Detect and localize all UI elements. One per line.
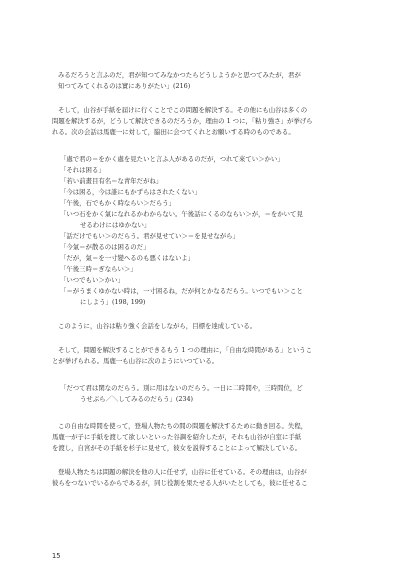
page-number: 15 — [52, 552, 61, 560]
text-line: 知つてみてくれるのは實にありがたい」(216) — [58, 82, 191, 90]
quote-line: 「いつ石をかく氣になれるかわからない。午後話にくるのならい＞が，＝をかいて見 — [60, 210, 303, 218]
quote-line: 「午後三時＝ぎならい＞」 — [60, 265, 137, 273]
text-line: みるだろうと言ふのだ，君が知つてみなかつたらどうしようかと思つてみたが，君が — [58, 71, 301, 79]
text-line: このように，山谷は粘り強く会話をしながら，目標を達成している。 — [58, 322, 257, 330]
quote-line: 「だが，氣＝を一寸變へるのも悪くはないよ」 — [60, 254, 195, 262]
quote-line: 「いつでもい＞かい」 — [60, 276, 124, 284]
quote-line: 「それは困る」 — [60, 166, 105, 174]
quote-line: せるわけにはゆかない」 — [80, 221, 151, 229]
quote-line: 「今は困る，今は誰にもかずらはされたくない」 — [60, 188, 201, 196]
quote-line: うせぶら／＼してみるのだらう」(234) — [80, 395, 194, 403]
quote-line: 「若い前畫目有名＝な青年だがね」 — [60, 177, 163, 185]
quote-line: 「處で君の＝をかく處を見たいと言ふ人があるのだが，つれて來てい＞かい」 — [60, 155, 284, 163]
text-line: を渡し，自宮がその手紙を杉子に見せて，彼女を説得することによって解決している。 — [52, 444, 302, 452]
quote-line: 「話だけでもい＞のだらう。君が見せてい＞＝を見せながら」 — [60, 232, 239, 240]
text-line: 彼らをつないでいるからであるが，同じ役割を果たせる人がいたとしても，彼に任せるこ — [52, 479, 308, 487]
quote-line: 「だつて君は閑なのだらう。別に用はないのだらう。一日に二時間や，三時間位，ど — [60, 384, 303, 392]
quote-line: 「今氣＝が散るのは困るのだ」 — [60, 243, 150, 251]
text-line: 馬鹿一が子に手紙を渡して欲しいといった谷調を紹介したが，それも山谷が自室に手紙 — [52, 433, 302, 441]
text-line: 問題を解決するが，どうして解決できるのだろうか，理由の 1 つに，「粘り強さ」が挙げら — [52, 117, 313, 125]
text-line: そして，山谷が手紙を届けに行くことでこの問題を解決する。その他にも山谷は多くの — [58, 106, 308, 114]
quote-line: 「午後，石でもかく時ならい＞だらう」 — [60, 199, 176, 207]
text-line: そして，問題を解決することができるもう 1 つの理由に，「自由な時間がある」というこ — [58, 346, 313, 354]
quote-line: 「＝がうまくゆかない時は，一寸困るね，だが何とかなるだらう。いつでもい＞こと — [60, 287, 303, 295]
text-line: 登場人物たちは問題の解決を他の人に任せず，山谷に任せている。その理由は，山谷が — [58, 468, 307, 476]
text-line: とが挙げられる。馬鹿一も山谷に次のようにいつている。 — [52, 357, 219, 365]
text-line: この自由な時間を使って，登場人物たちの間の問題を解決するために動き回る。失程， — [58, 422, 308, 430]
quote-line: にしよう」(198, 199) — [80, 298, 146, 306]
text-line: れる。次の会話は馬鹿一に対して，脇田に会つてくれとお願いする時のものである。 — [52, 128, 295, 136]
